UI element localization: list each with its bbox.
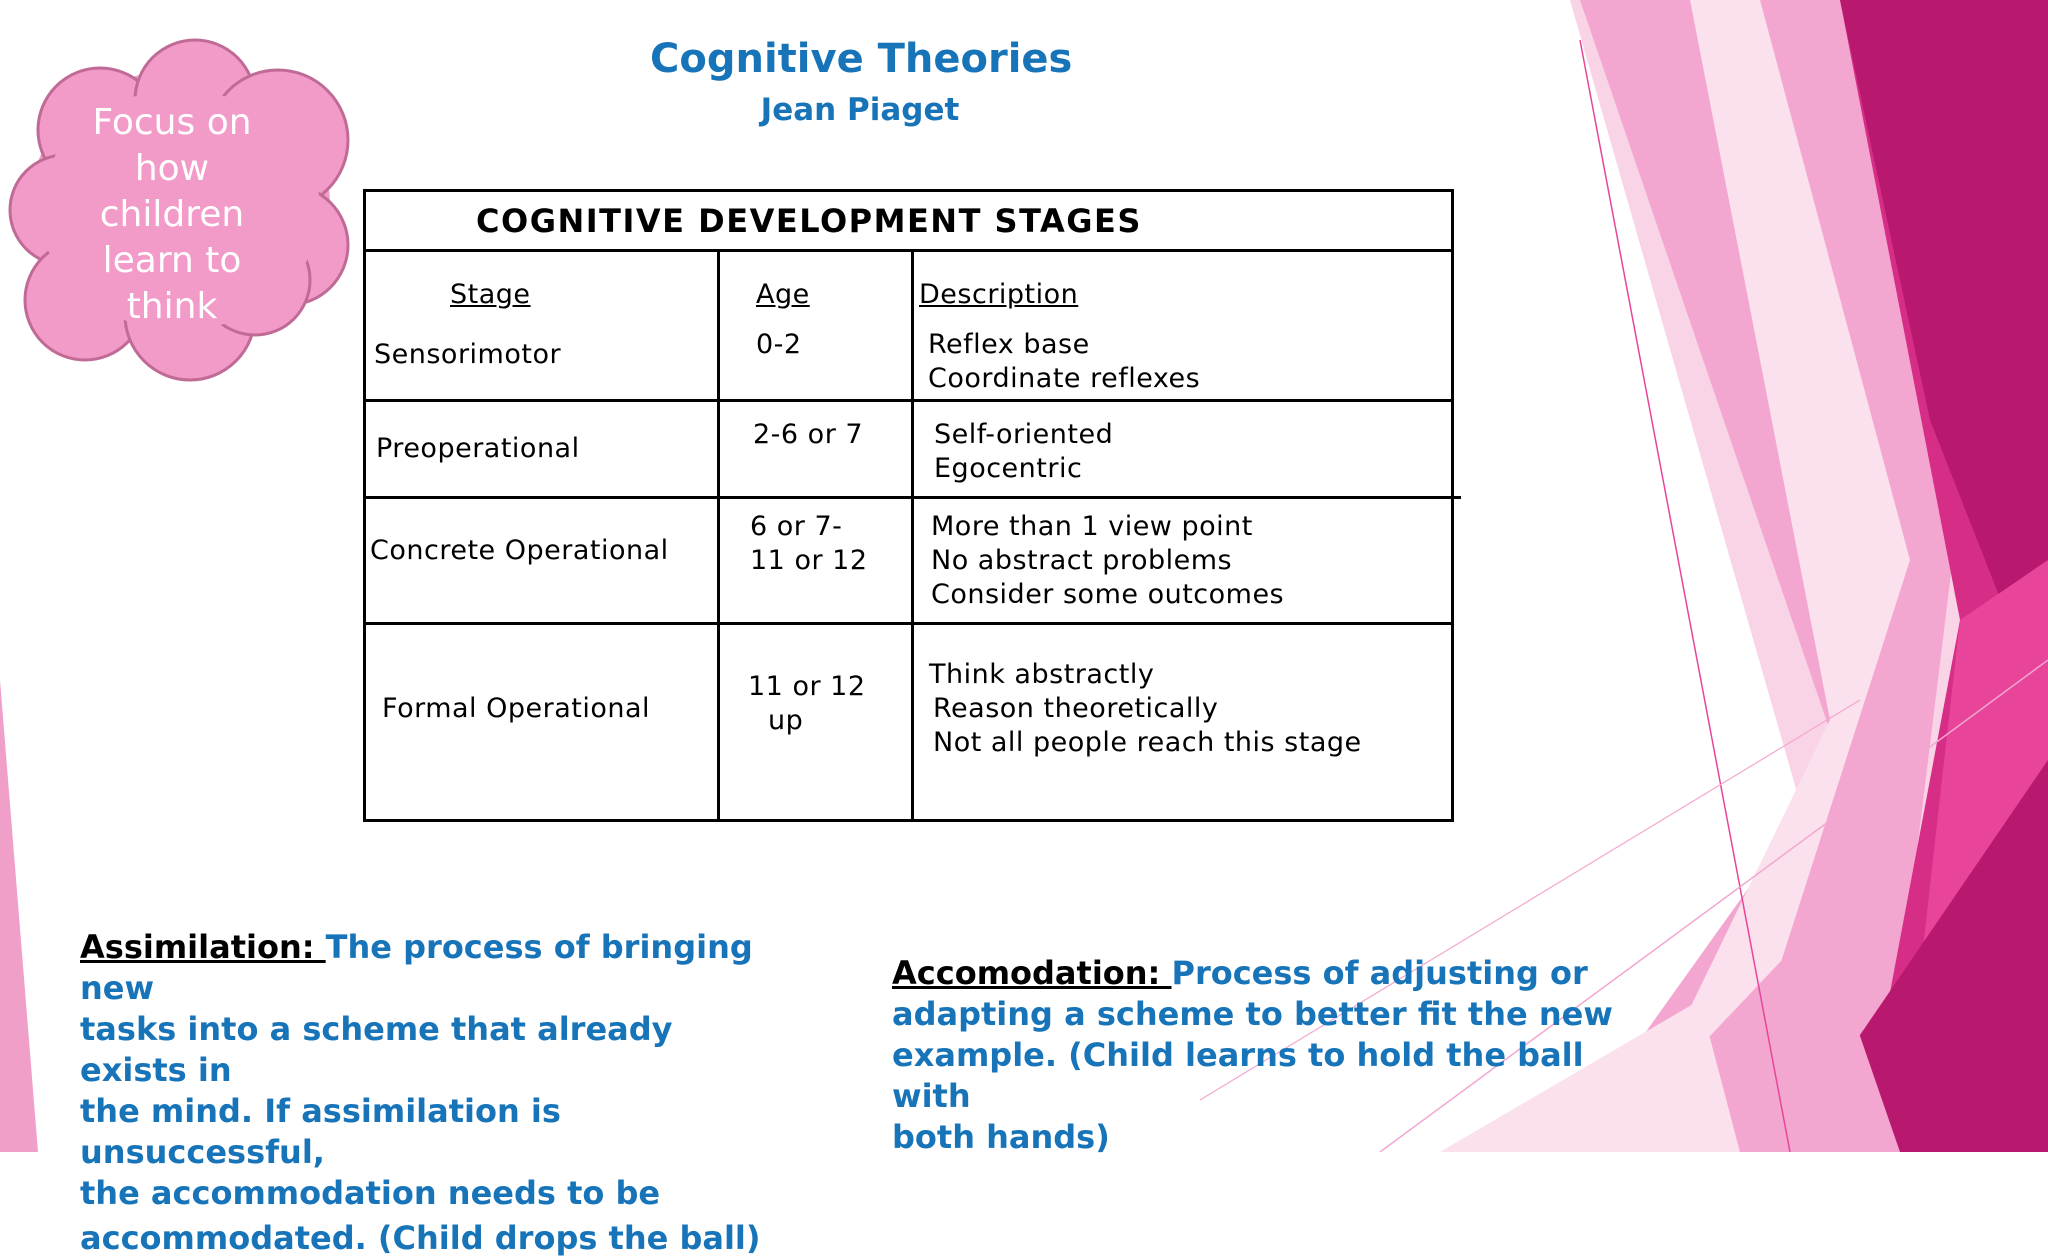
- age-line: 6 or 7-: [750, 511, 843, 542]
- assimilation-line: the mind. If assimilation is unsuccessful,: [80, 1092, 561, 1171]
- header-age: Age: [756, 279, 810, 310]
- description-line: Reflex base: [928, 329, 1090, 360]
- cloud-line: Focus on: [92, 102, 252, 143]
- accomodation-line: Accomodation: Process of adjusting or: [892, 954, 1588, 992]
- stages-table: [363, 189, 1454, 822]
- assimilation-line: accommodated. (Child drops the ball): [80, 1219, 761, 1257]
- description-line: More than 1 view point: [931, 511, 1253, 542]
- accomodation-line: both hands): [892, 1118, 1110, 1156]
- age-line: 0-2: [756, 329, 802, 360]
- row-divider: [366, 622, 1451, 625]
- row-description: [934, 418, 1113, 486]
- assimilation-line: tasks into a scheme that already exists in: [80, 1010, 673, 1089]
- description-line: Consider some outcomes: [931, 579, 1285, 610]
- row-age: [748, 670, 866, 738]
- row-age: [750, 510, 868, 578]
- assimilation-term: Assimilation:: [80, 928, 326, 966]
- col-divider: [911, 249, 914, 819]
- header-stage: Stage: [450, 279, 531, 310]
- row-description: [929, 658, 1362, 760]
- header-description: Description: [919, 279, 1079, 310]
- slide-subtitle: Jean Piaget: [760, 92, 960, 128]
- age-line: up: [768, 705, 804, 736]
- cloud-caption: [62, 100, 282, 330]
- row-stage: Preoperational: [376, 433, 580, 464]
- assimilation-line: the accommodation needs to be: [80, 1174, 661, 1212]
- accomodation-definition: [892, 953, 1652, 1158]
- row-age: [753, 418, 863, 452]
- accomodation-term: Accomodation:: [892, 954, 1172, 992]
- description-line: Not all people reach this stage: [933, 727, 1362, 758]
- age-line: 11 or 12: [750, 545, 868, 576]
- row-divider: [366, 249, 1451, 252]
- age-line: 11 or 12: [748, 671, 866, 702]
- cloud-line: how: [134, 148, 210, 189]
- description-line: Self-oriented: [934, 419, 1114, 450]
- slide-title: Cognitive Theories: [650, 36, 1073, 82]
- accomodation-line: adapting a scheme to better fit the new: [892, 995, 1613, 1033]
- cloud-line: think: [126, 286, 218, 327]
- assimilation-definition: [80, 927, 780, 1259]
- age-line: 2-6 or 7: [753, 419, 864, 450]
- row-stage: Sensorimotor: [374, 339, 562, 370]
- cloud-line: children: [99, 194, 245, 235]
- description-line: Egocentric: [934, 453, 1083, 484]
- table-title: COGNITIVE DEVELOPMENT STAGES: [476, 202, 1142, 240]
- col-divider: [717, 249, 720, 819]
- description-line: Reason theoretically: [933, 693, 1219, 724]
- accomodation-line: example. (Child learns to hold the ball with: [892, 1036, 1584, 1115]
- row-description: [928, 328, 1200, 396]
- cloud-line: learn to: [102, 240, 242, 281]
- description-line: No abstract problems: [931, 545, 1233, 576]
- assimilation-line: Assimilation: The process of bringing new: [80, 928, 753, 1007]
- left-edge-accent: [0, 680, 38, 1152]
- row-divider: [366, 399, 1451, 402]
- description-line: Coordinate reflexes: [928, 363, 1201, 394]
- row-stage: Formal Operational: [382, 693, 651, 724]
- description-line: Think abstractly: [929, 659, 1155, 690]
- row-stage: Concrete Operational: [370, 535, 669, 566]
- row-description: [931, 510, 1284, 612]
- row-age: [756, 328, 802, 362]
